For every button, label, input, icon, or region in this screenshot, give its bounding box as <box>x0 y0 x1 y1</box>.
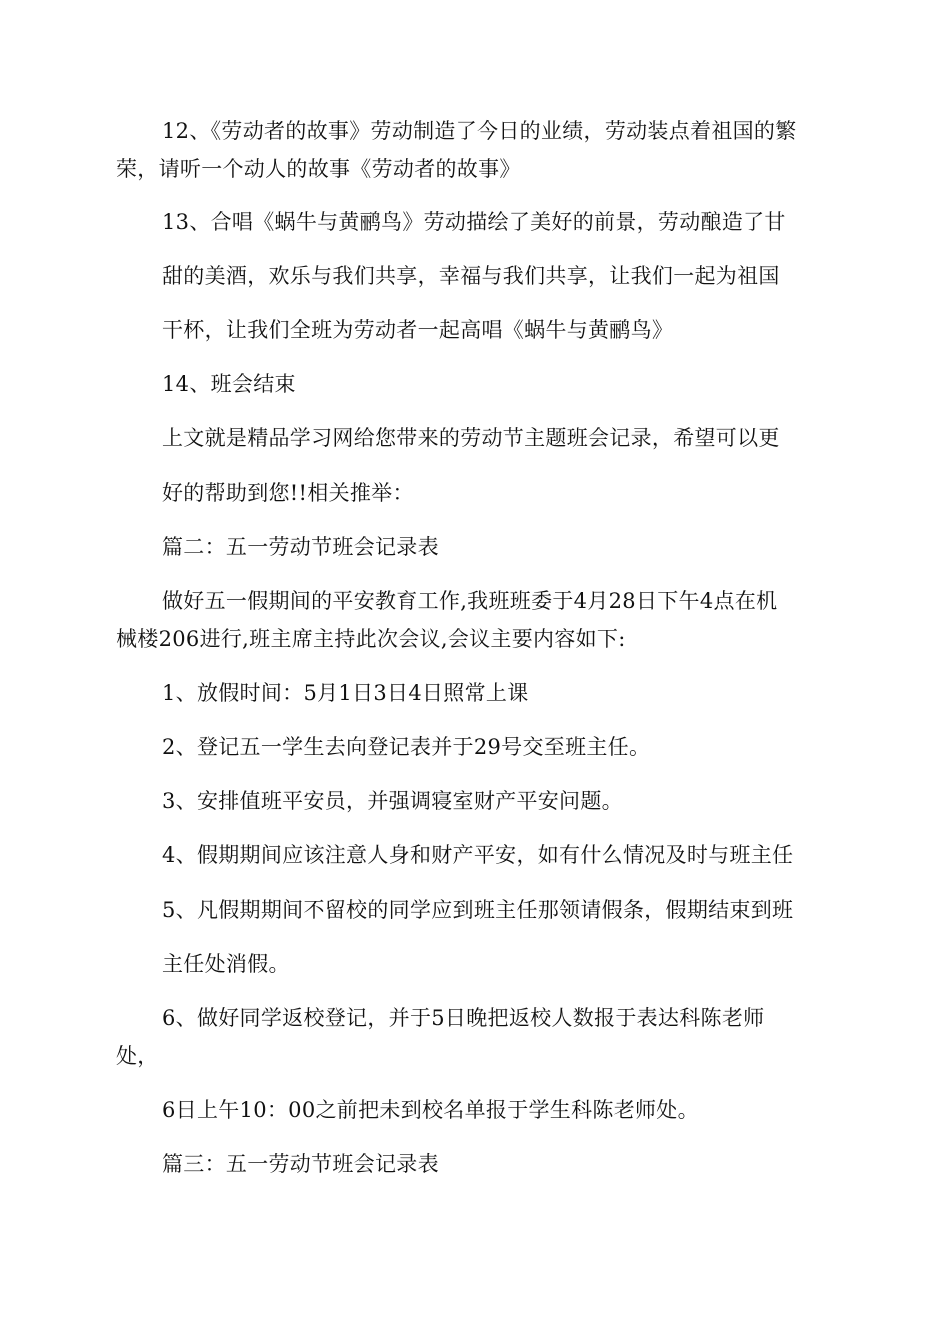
list-item-2: 2、登记五一学生去向登记表并于29号交至班主任。 <box>162 735 651 759</box>
list-item-6-continued: 处， <box>116 1044 159 1068</box>
list-item-4: 4、假期期间应该注意人身和财产平安，如有什么情况及时与班主任 <box>162 843 794 867</box>
paragraph-item-13-continued-1: 甜的美酒，欢乐与我们共享，幸福与我们共享，让我们一起为祖国 <box>162 264 780 288</box>
paragraph-closing-continued: 好的帮助到您!!相关推举： <box>162 481 414 505</box>
list-item-5-continued: 主任处消假。 <box>162 952 290 976</box>
paragraph-intro: 做好五一假期间的平安教育工作,我班班委于4月28日下午4点在机 <box>162 589 778 613</box>
list-item-1: 1、放假时间：5月1日3日4日照常上课 <box>162 681 529 705</box>
list-item-6-note: 6日上午10：00之前把未到校名单报于学生科陈老师处。 <box>162 1098 699 1122</box>
paragraph-item-13: 13、合唱《蜗牛与黄鹂鸟》劳动描绘了美好的前景，劳动酿造了甘 <box>162 210 786 234</box>
section-heading-part-two: 篇二：五一劳动节班会记录表 <box>162 535 439 559</box>
list-item-6: 6、做好同学返校登记，并于5日晚把返校人数报于表达科陈老师 <box>162 1006 765 1030</box>
paragraph-item-13-continued-2: 干杯，让我们全班为劳动者一起高唱《蜗牛与黄鹂鸟》 <box>162 318 674 342</box>
paragraph-item-12-continued: 荣，请听一个动人的故事《劳动者的故事》 <box>116 157 521 181</box>
list-item-5: 5、凡假期期间不留校的同学应到班主任那领请假条，假期结束到班 <box>162 898 794 922</box>
section-heading-part-three: 篇三：五一劳动节班会记录表 <box>162 1152 439 1176</box>
paragraph-item-14: 14、班会结束 <box>162 372 296 396</box>
paragraph-intro-continued: 械楼206进行,班主席主持此次会议,会议主要内容如下: <box>116 627 626 651</box>
paragraph-item-12: 12、《劳动者的故事》劳动制造了今日的业绩，劳动装点着祖国的繁 <box>162 119 797 143</box>
paragraph-closing: 上文就是精品学习网给您带来的劳动节主题班会记录，希望可以更 <box>162 426 780 450</box>
list-item-3: 3、安排值班平安员，并强调寝室财产平安问题。 <box>162 789 623 813</box>
